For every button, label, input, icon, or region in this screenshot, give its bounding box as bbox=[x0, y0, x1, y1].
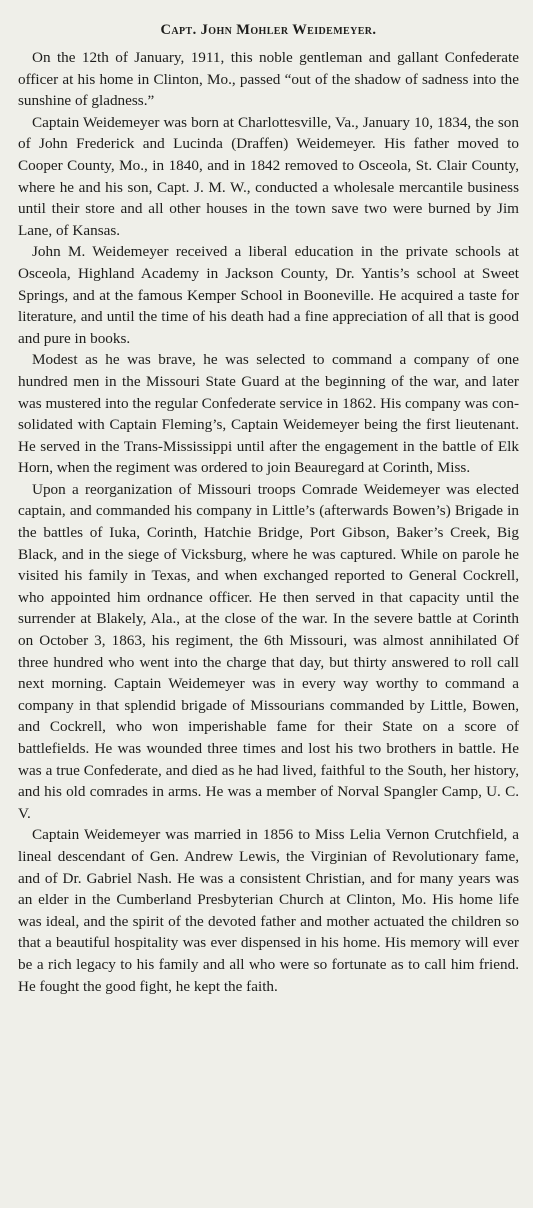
paragraph-marriage-legacy: Captain Weidemeyer was married in 1856 to Miss Lelia Vernon Crutchfield, a lineal descendant of Gen. Andrew Lewis, the Virginian of Revolutionary fame, and of Dr. Gabriel Nash. He was a consistent Christian, and for many years was an elder in the Cumberland Presbyterian Church at Clinton, Mo. His home life was ideal, and the spirit of the devoted father and mother actuated the children so that a beautiful hospitality was ever dispensed in his home. His memory will ever be a rich legacy to his family and all who were so fortunate as to call him friend. He fought the good fight, he kept the faith. bbox=[18, 826, 519, 995]
paragraph-war-record: Upon a reorganization of Missouri troops Comrade Weidemeyer was elected captain, and commanded his company in Little’s (afterwards Bowen’s) Brigade in the battles of Iuka, Corinth, Hatchie Bridge, Port Gibson, Baker’s Creek, Big Black, and in the siege of Vicksburg, where he was captured. While on parole he visited his family in Texas, and when exchanged reported to General Cockrell, who appointed him ordnance officer. He then served in that capacity until the surrender at Blakely, Ala., at the close of the war. In the severe battle at Corinth on October 3, 1863, his regiment, the 6th Missouri, was almost annihilated Of three hundred who went into the charge that day, but thirty answered to roll call next morning. Captain Weidemeyer was in every way worthy to command a company in that splendid brigade of Missourians commanded by Little, Bowen, and Cockrell, who won imperishable fame for their State on a score of battlefields. He was wounded three times and lost his two brothers in battle. He was a true Confederate, and died as he had lived, faithful to the South, her history, and his old comrades in arms. He was a member of Norval Spangler Camp, U. C. V. bbox=[18, 480, 519, 822]
paragraph-education: John M. Weidemeyer received a liberal education in the private schools at Osceola, Highland Academy in Jackson County, Dr. Yantis’s school at Sweet Springs, and at the famous Kemper School in Booneville. He acquired a taste for literature, and until the time of his death had a fine appreciation of all that is good and pure in books. bbox=[18, 243, 519, 347]
paragraph-death-notice: On the 12th of January, 1911, this noble gentleman and gallant Confederate officer at his home in Clinton, Mo., passed “out of the shadow of sadness into the sunshine of gladness.” bbox=[18, 49, 519, 110]
article-title: Capt. John Mohler Weidemeyer. bbox=[160, 22, 377, 38]
paragraph-early-service: Modest as he was brave, he was selected to command a company of one hundred men in the Missouri State Guard at the beginning of the war, and later was mustered into the regular Confederate service in 1862. His company was consolidated with Captain Fleming’s, Captain Weidemeyer being the first lieutenant. He served in the Trans-Mississippi until after the engagement in the battle of Elk Horn, when the regiment was ordered to join Beauregard at Corinth, Miss. bbox=[18, 351, 519, 477]
paragraph-birth-family: Captain Weidemeyer was born at Charlottesville, Va., January 10, 1834, the son of John Frederick and Lucinda (Draffen) Weidemeyer. His father moved to Cooper County, Mo., in 1840, and in 1842 removed to Osceola, St. Clair County, where he and his son, Capt. J. M. W., conducted a wholesale mercantile business until their store and all other houses in the town save two were burned by Jim Lane, of Kansas. bbox=[18, 113, 519, 239]
